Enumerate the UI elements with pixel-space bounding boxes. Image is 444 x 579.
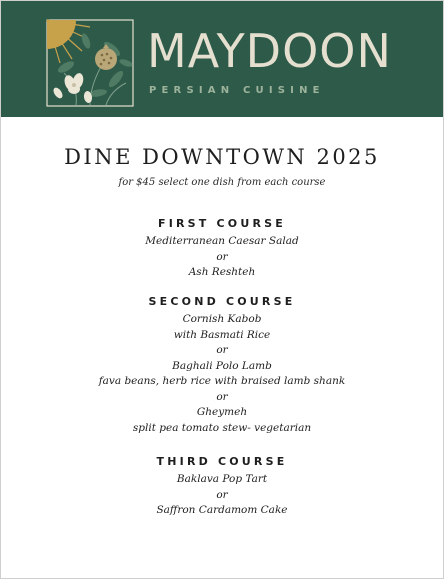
or-separator: or [216, 344, 228, 356]
course-title: FIRST COURSE [158, 217, 286, 230]
dish-line: Baghali Polo Lamb [172, 359, 272, 372]
dish-description: fava beans, herb rice with braised lamb shank [98, 375, 346, 387]
course-section-second [0, 295, 444, 436]
menu-subtitle: for $45 select one dish from each course [118, 177, 326, 188]
or-separator: or [216, 250, 228, 263]
menu-title: DINE DOWNTOWN 2025 [64, 145, 380, 169]
logo-emblem-icon [46, 19, 134, 107]
course-section-first [0, 217, 444, 281]
dish-line: Saffron Cardamom Cake [156, 504, 288, 516]
header-banner [1, 1, 443, 117]
dish-line: Cornish Kabob [182, 313, 262, 325]
dish-line: Baklava Pop Tart [176, 473, 268, 485]
dish-description: split pea tomato stew- vegetarian [132, 421, 312, 434]
course-title: THIRD COURSE [156, 455, 288, 468]
dish-line: Ash Reshteh [188, 266, 256, 278]
dish-line: Gheymeh [196, 406, 248, 418]
dish-line: Mediterranean Caesar Salad [145, 235, 299, 247]
brand-name: MAYDOON [147, 24, 392, 78]
dish-description: with Basmati Rice [173, 328, 271, 341]
course-section-third [0, 455, 444, 519]
or-separator: or [216, 488, 228, 501]
brand-tagline: PERSIAN CUISINE [149, 85, 325, 96]
or-separator: or [216, 390, 228, 403]
course-title: SECOND COURSE [148, 295, 296, 308]
